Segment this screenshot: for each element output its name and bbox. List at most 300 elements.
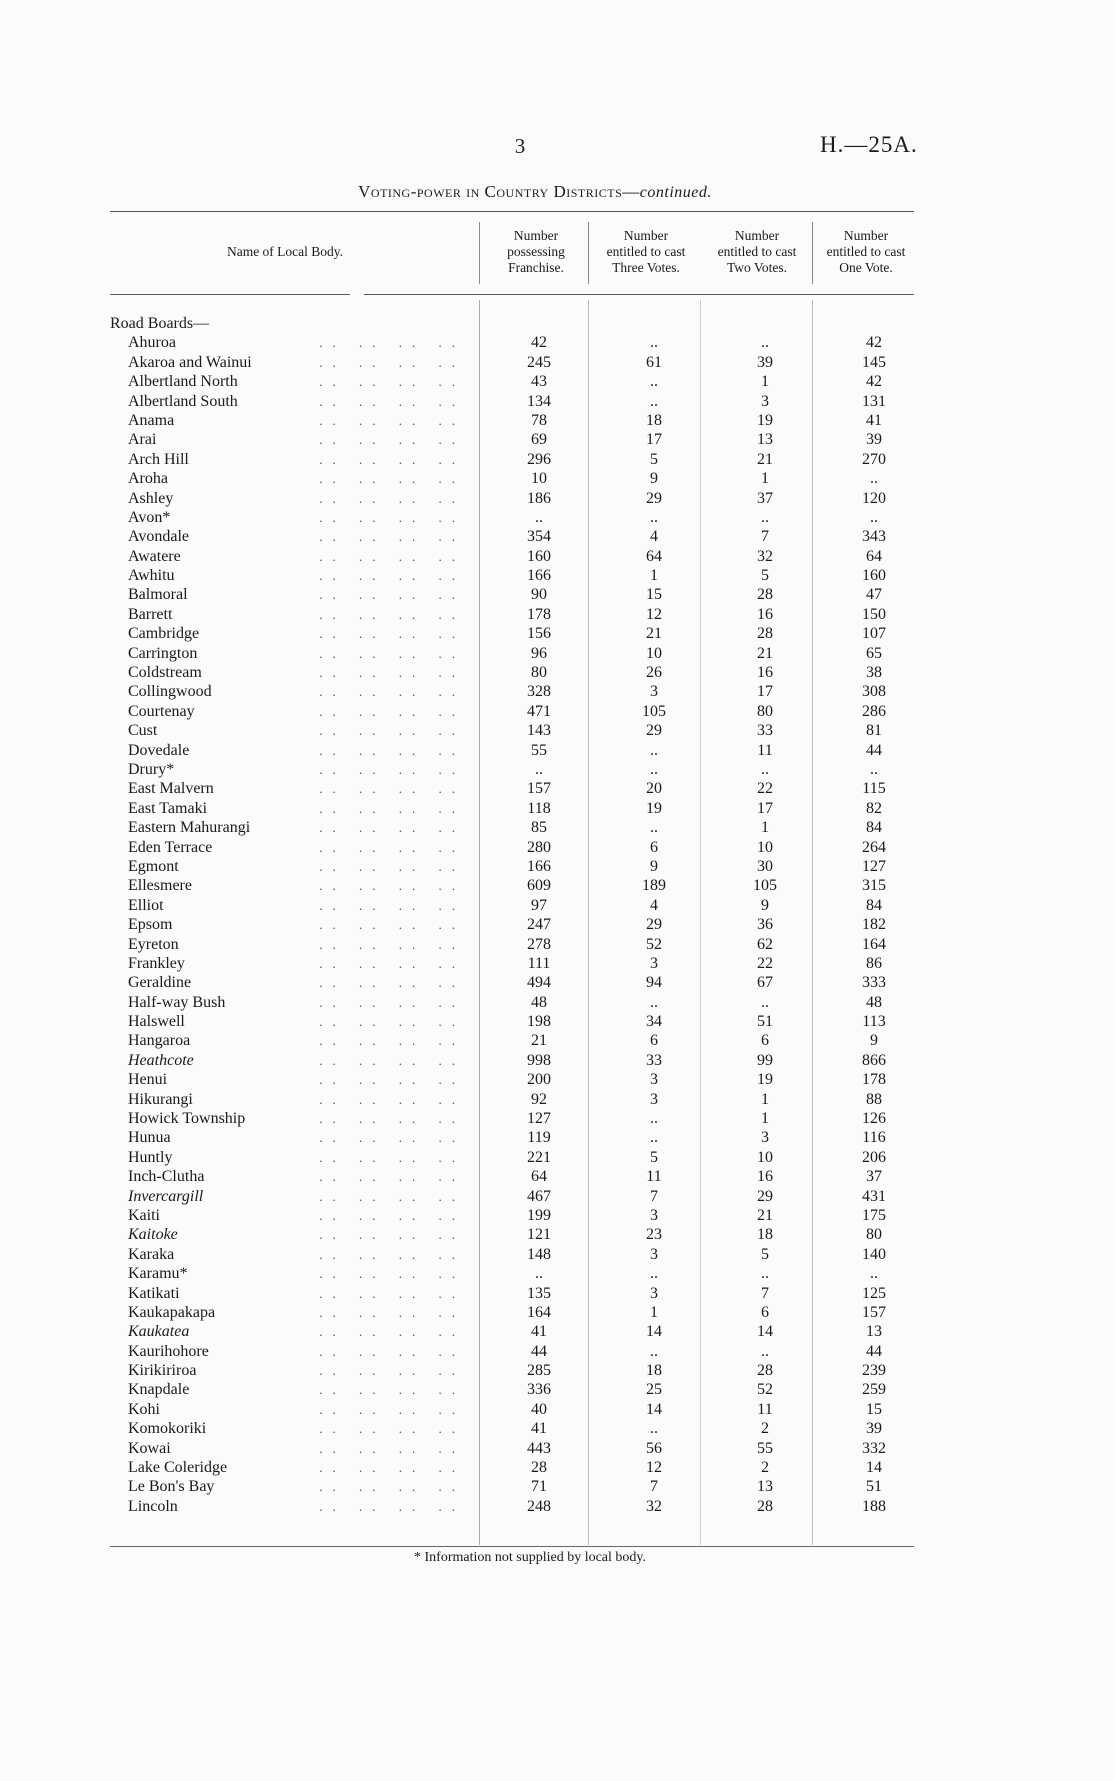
two-votes-value: 37 [757, 489, 773, 507]
local-body-name: Epsom [128, 916, 173, 934]
dot-leader: .. .. .. .. [319, 1033, 465, 1049]
franchise-value: 221 [527, 1148, 551, 1166]
two-votes-value: 16 [757, 664, 773, 682]
two-votes-value: 21 [757, 644, 773, 662]
dot-leader: .. .. .. .. [319, 1343, 465, 1359]
three-votes-value: 1 [650, 567, 658, 585]
dot-leader: .. .. .. .. [319, 1266, 465, 1282]
one-vote-value: 126 [862, 1110, 886, 1128]
table-row [0, 818, 1114, 837]
local-body-name: Frankley [128, 954, 185, 972]
table-row [0, 702, 1114, 721]
franchise-value: 354 [527, 528, 551, 546]
three-votes-value: 26 [646, 664, 662, 682]
two-votes-value: 2 [761, 1459, 769, 1477]
two-votes-value: 105 [753, 877, 777, 895]
one-vote-value: 175 [862, 1206, 886, 1224]
three-votes-value: 21 [646, 625, 662, 643]
heading-continued: continued. [639, 184, 712, 201]
three-votes-value: 32 [646, 1497, 662, 1515]
header-top-rule [110, 211, 914, 212]
header-bottom-rule-right [364, 294, 914, 295]
one-vote-value: 116 [862, 1129, 886, 1147]
one-vote-value: .. [870, 760, 878, 778]
local-body-name: Lake Coleridge [128, 1459, 228, 1477]
table-row [0, 1342, 1114, 1361]
dot-leader: .. .. .. .. [319, 1382, 465, 1398]
local-body-name: East Tamaki [128, 799, 208, 817]
two-votes-value: 10 [757, 1148, 773, 1166]
franchise-value: 443 [527, 1439, 551, 1457]
table-row [0, 1439, 1114, 1458]
franchise-value: 247 [527, 916, 551, 934]
three-votes-value: 34 [646, 1013, 662, 1031]
franchise-value: 178 [527, 605, 551, 623]
table-row [0, 1264, 1114, 1283]
table-row [0, 1128, 1114, 1147]
three-votes-value: 11 [646, 1168, 662, 1186]
local-body-name: Kaitoke [128, 1226, 178, 1244]
table-row [0, 1303, 1114, 1322]
three-votes-value: 61 [646, 353, 662, 371]
two-votes-value: 9 [761, 896, 769, 914]
dot-leader: .. .. .. .. [319, 1052, 465, 1068]
two-votes-value: 36 [757, 916, 773, 934]
one-vote-value: 47 [866, 586, 882, 604]
local-body-name: Kaukatea [128, 1323, 190, 1341]
local-body-name: Invercargill [128, 1187, 204, 1205]
one-vote-value: 82 [866, 799, 882, 817]
local-body-name: Knapdale [128, 1381, 190, 1399]
three-votes-value: 3 [650, 1206, 658, 1224]
two-votes-value: 19 [757, 1071, 773, 1089]
franchise-value: 121 [527, 1226, 551, 1244]
local-body-name: Hikurangi [128, 1090, 193, 1108]
dot-leader: .. .. .. .. [319, 1149, 465, 1165]
two-votes-value: 1 [761, 1090, 769, 1108]
table-row [0, 857, 1114, 876]
one-vote-value: .. [870, 508, 878, 526]
franchise-value: 200 [527, 1071, 551, 1089]
dot-leader: .. .. .. .. [319, 645, 465, 661]
three-votes-value: 12 [646, 1459, 662, 1477]
dot-leader: .. .. .. .. [319, 897, 465, 913]
dot-leader: .. .. .. .. [319, 1246, 465, 1262]
franchise-value: 143 [527, 722, 551, 740]
header-divider-1 [479, 222, 480, 284]
franchise-value: 78 [531, 411, 547, 429]
local-body-name: Awatere [128, 547, 181, 565]
one-vote-value: 178 [862, 1071, 886, 1089]
local-body-name: Ashley [128, 489, 174, 507]
three-votes-value: 189 [642, 877, 666, 895]
dot-leader: .. .. .. .. [319, 1304, 465, 1320]
two-votes-value: 17 [757, 683, 773, 701]
local-body-name: Katikati [128, 1284, 180, 1302]
one-vote-value: 150 [862, 605, 886, 623]
franchise-value: 48 [531, 993, 547, 1011]
document-code: H.—25A. [820, 132, 918, 157]
column-header-three-votes: Number entitled to cast Three Votes. [606, 228, 686, 275]
local-body-name: Hunua [128, 1129, 171, 1147]
three-votes-value: 3 [650, 1284, 658, 1302]
local-body-name: Barrett [128, 605, 173, 623]
local-body-name: Eden Terrace [128, 838, 213, 856]
two-votes-value: 13 [757, 431, 773, 449]
one-vote-value: 42 [866, 334, 882, 352]
one-vote-value: 308 [862, 683, 886, 701]
three-votes-value: .. [650, 741, 658, 759]
franchise-value: 85 [531, 819, 547, 837]
franchise-value: 248 [527, 1497, 551, 1515]
franchise-value: 471 [527, 702, 551, 720]
three-votes-value: 17 [646, 431, 662, 449]
franchise-value: 64 [531, 1168, 547, 1186]
three-votes-value: 6 [650, 838, 658, 856]
franchise-value: 69 [531, 431, 547, 449]
local-body-name: Coldstream [128, 664, 202, 682]
local-body-name: Le Bon's Bay [128, 1478, 215, 1496]
local-body-name: Courtenay [128, 702, 195, 720]
two-votes-value: 1 [761, 470, 769, 488]
franchise-value: 186 [527, 489, 551, 507]
one-vote-value: 64 [866, 547, 882, 565]
one-vote-value: 15 [866, 1400, 882, 1418]
table-row [0, 566, 1114, 585]
table-row [0, 682, 1114, 701]
table-row [0, 1497, 1114, 1516]
local-body-name: Akaroa and Wainui [128, 353, 252, 371]
local-body-name: Cust [128, 722, 158, 740]
dot-leader: .. .. .. .. [319, 684, 465, 700]
two-votes-value: 28 [757, 1497, 773, 1515]
one-vote-value: 160 [862, 567, 886, 585]
one-vote-value: 86 [866, 954, 882, 972]
three-votes-value: 25 [646, 1381, 662, 1399]
three-votes-value: .. [650, 334, 658, 352]
column-header-one-vote: Number entitled to cast One Vote. [826, 228, 906, 275]
local-body-name: Halswell [128, 1013, 185, 1031]
two-votes-value: 16 [757, 605, 773, 623]
local-body-name: Collingwood [128, 683, 212, 701]
franchise-value: 40 [531, 1400, 547, 1418]
franchise-value: 127 [527, 1110, 551, 1128]
local-body-name: Carrington [128, 644, 198, 662]
table-row [0, 450, 1114, 469]
dot-leader: .. .. .. .. [319, 917, 465, 933]
dot-leader: .. .. .. .. [319, 1498, 465, 1514]
franchise-value: 280 [527, 838, 551, 856]
three-votes-value: 12 [646, 605, 662, 623]
table-row [0, 1419, 1114, 1438]
two-votes-value: 11 [757, 1400, 773, 1418]
local-body-name: Hangaroa [128, 1032, 191, 1050]
three-votes-value: 5 [650, 450, 658, 468]
local-body-name: Elliot [128, 896, 164, 914]
one-vote-value: 157 [862, 1303, 886, 1321]
two-votes-value: 1 [761, 819, 769, 837]
three-votes-value: 23 [646, 1226, 662, 1244]
local-body-name: Arch Hill [128, 450, 189, 468]
table-row [0, 993, 1114, 1012]
three-votes-value: 6 [650, 1032, 658, 1050]
two-votes-value: 3 [761, 1129, 769, 1147]
three-votes-value: 5 [650, 1148, 658, 1166]
dot-leader: .. .. .. .. [319, 1188, 465, 1204]
local-body-name: Albertland South [128, 392, 238, 410]
two-votes-value: 32 [757, 547, 773, 565]
three-votes-value: .. [650, 1342, 658, 1360]
column-header-franchise: Number possessing Franchise. [507, 228, 565, 275]
two-votes-value: 7 [761, 1284, 769, 1302]
three-votes-value: 29 [646, 916, 662, 934]
three-votes-value: 7 [650, 1187, 658, 1205]
franchise-value: 467 [527, 1187, 551, 1205]
dot-leader: .. .. .. .. [319, 568, 465, 584]
two-votes-value: 17 [757, 799, 773, 817]
header-divider-2 [588, 222, 589, 284]
table-row [0, 1458, 1114, 1477]
three-votes-value: 14 [646, 1323, 662, 1341]
one-vote-value: 206 [862, 1148, 886, 1166]
table-body [0, 314, 1114, 1516]
two-votes-value: 1 [761, 1110, 769, 1128]
dot-leader: .. .. .. .. [319, 1440, 465, 1456]
table-row [0, 760, 1114, 779]
local-body-name: Komokoriki [128, 1420, 207, 1438]
dot-leader: .. .. .. .. [319, 1227, 465, 1243]
franchise-value: 998 [527, 1051, 551, 1069]
franchise-value: 44 [531, 1342, 547, 1360]
franchise-value: 90 [531, 586, 547, 604]
dot-leader: .. .. .. .. [319, 975, 465, 991]
two-votes-value: 14 [757, 1323, 773, 1341]
local-body-name: Drury* [128, 760, 175, 778]
table-row [0, 1051, 1114, 1070]
table-row [0, 469, 1114, 488]
table-row [0, 1090, 1114, 1109]
dot-leader: .. .. .. .. [319, 587, 465, 603]
one-vote-value: 131 [862, 392, 886, 410]
category-row [0, 314, 1114, 333]
three-votes-value: .. [650, 508, 658, 526]
franchise-value: 28 [531, 1459, 547, 1477]
local-body-name: Arai [128, 431, 157, 449]
local-body-name: Eyreton [128, 935, 179, 953]
two-votes-value: 62 [757, 935, 773, 953]
one-vote-value: 270 [862, 450, 886, 468]
dot-leader: .. .. .. .. [319, 1111, 465, 1127]
local-body-name: Ahuroa [128, 334, 176, 352]
three-votes-value: 9 [650, 857, 658, 875]
three-votes-value: .. [650, 1129, 658, 1147]
dot-leader: .. .. .. .. [319, 374, 465, 390]
one-vote-value: 115 [862, 780, 886, 798]
local-body-name: Kaurihohore [128, 1342, 209, 1360]
table-row [0, 527, 1114, 546]
two-votes-value: 19 [757, 411, 773, 429]
table-row [0, 1322, 1114, 1341]
dot-leader: .. .. .. .. [319, 1324, 465, 1340]
table-row [0, 915, 1114, 934]
local-body-name: Karaka [128, 1245, 175, 1263]
page-number: 3 [514, 134, 526, 158]
three-votes-value: 3 [650, 1245, 658, 1263]
one-vote-value: 140 [862, 1245, 886, 1263]
three-votes-value: 29 [646, 722, 662, 740]
local-body-name: Aroha [128, 470, 168, 488]
two-votes-value: 6 [761, 1303, 769, 1321]
table-row [0, 1284, 1114, 1303]
franchise-value: 41 [531, 1420, 547, 1438]
table-row [0, 1477, 1114, 1496]
table-row [0, 741, 1114, 760]
table-row [0, 1070, 1114, 1089]
local-body-name: Anama [128, 411, 175, 429]
three-votes-value: 1 [650, 1303, 658, 1321]
three-votes-value: 105 [642, 702, 666, 720]
two-votes-value: 6 [761, 1032, 769, 1050]
three-votes-value: 9 [650, 470, 658, 488]
table-row [0, 1167, 1114, 1186]
one-vote-value: 866 [862, 1051, 886, 1069]
two-votes-value: .. [761, 993, 769, 1011]
one-vote-value: 286 [862, 702, 886, 720]
franchise-value: 156 [527, 625, 551, 643]
dot-leader: .. .. .. .. [319, 1130, 465, 1146]
dot-leader: .. .. .. .. [319, 703, 465, 719]
local-body-name: Kaukapakapa [128, 1303, 216, 1321]
table-row [0, 1206, 1114, 1225]
table-row [0, 1012, 1114, 1031]
franchise-value: 111 [527, 954, 551, 972]
category-label: Road Boards— [110, 315, 210, 332]
local-body-name: Avondale [128, 528, 190, 546]
table-row [0, 605, 1114, 624]
table-row [0, 1031, 1114, 1050]
two-votes-value: .. [761, 1265, 769, 1283]
two-votes-value: 51 [757, 1013, 773, 1031]
two-votes-value: 28 [757, 1362, 773, 1380]
two-votes-value: 55 [757, 1439, 773, 1457]
local-body-name: Inch-Clutha [128, 1168, 205, 1186]
one-vote-value: 44 [866, 741, 882, 759]
three-votes-value: 7 [650, 1478, 658, 1496]
dot-leader: .. .. .. .. [319, 393, 465, 409]
two-votes-value: 52 [757, 1381, 773, 1399]
franchise-value: 10 [531, 470, 547, 488]
dot-leader: .. .. .. .. [319, 820, 465, 836]
table-row [0, 624, 1114, 643]
local-body-name: Dovedale [128, 741, 190, 759]
local-body-name: Eastern Mahurangi [128, 819, 251, 837]
two-votes-value: 16 [757, 1168, 773, 1186]
three-votes-value: .. [650, 760, 658, 778]
one-vote-value: 81 [866, 722, 882, 740]
two-votes-value: 11 [757, 741, 773, 759]
local-body-name: Karamu* [128, 1265, 188, 1283]
dot-leader: .. .. .. .. [319, 1460, 465, 1476]
franchise-value: 285 [527, 1362, 551, 1380]
table-row [0, 1225, 1114, 1244]
two-votes-value: 5 [761, 567, 769, 585]
one-vote-value: 315 [862, 877, 886, 895]
dot-leader: .. .. .. .. [319, 412, 465, 428]
three-votes-value: .. [650, 993, 658, 1011]
dot-leader: .. .. .. .. [319, 858, 465, 874]
franchise-value: 97 [531, 896, 547, 914]
three-votes-value: 18 [646, 411, 662, 429]
footnote: * Information not supplied by local body. [414, 1550, 646, 1565]
one-vote-value: 182 [862, 916, 886, 934]
franchise-value: 43 [531, 373, 547, 391]
one-vote-value: 259 [862, 1381, 886, 1399]
three-votes-value: 56 [646, 1439, 662, 1457]
local-body-name: Cambridge [128, 625, 200, 643]
table-row [0, 508, 1114, 527]
dot-leader: .. .. .. .. [319, 1285, 465, 1301]
three-votes-value: 10 [646, 644, 662, 662]
dot-leader: .. .. .. .. [319, 451, 465, 467]
dot-leader: .. .. .. .. [319, 761, 465, 777]
table-row [0, 838, 1114, 857]
franchise-value: 96 [531, 644, 547, 662]
franchise-value: 80 [531, 664, 547, 682]
header-bottom-rule-left [110, 294, 350, 295]
one-vote-value: 48 [866, 993, 882, 1011]
dot-leader: .. .. .. .. [319, 354, 465, 370]
one-vote-value: 333 [862, 974, 886, 992]
table-bottom-rule [110, 1546, 914, 1547]
franchise-value: 148 [527, 1245, 551, 1263]
three-votes-value: 15 [646, 586, 662, 604]
one-vote-value: 343 [862, 528, 886, 546]
local-body-name: Kohi [128, 1400, 160, 1418]
three-votes-value: .. [650, 1420, 658, 1438]
two-votes-value: 22 [757, 954, 773, 972]
dot-leader: .. .. .. .. [319, 1401, 465, 1417]
three-votes-value: 29 [646, 489, 662, 507]
local-body-name: Kowai [128, 1439, 171, 1457]
franchise-value: 166 [527, 567, 551, 585]
local-body-name: Huntly [128, 1148, 173, 1166]
table-row [0, 333, 1114, 352]
one-vote-value: 120 [862, 489, 886, 507]
one-vote-value: 38 [866, 664, 882, 682]
dot-leader: .. .. .. .. [319, 471, 465, 487]
local-body-name: Kirikiriroa [128, 1362, 197, 1380]
franchise-value: 278 [527, 935, 551, 953]
table-row [0, 973, 1114, 992]
three-votes-value: 94 [646, 974, 662, 992]
two-votes-value: 29 [757, 1187, 773, 1205]
local-body-name: Awhitu [128, 567, 175, 585]
dot-leader: .. .. .. .. [319, 839, 465, 855]
table-row [0, 779, 1114, 798]
two-votes-value: 33 [757, 722, 773, 740]
dot-leader: .. .. .. .. [319, 548, 465, 564]
franchise-value: 164 [527, 1303, 551, 1321]
three-votes-value: .. [650, 819, 658, 837]
two-votes-value: 67 [757, 974, 773, 992]
dot-leader: .. .. .. .. [319, 509, 465, 525]
two-votes-value: 21 [757, 450, 773, 468]
dot-leader: .. .. .. .. [319, 878, 465, 894]
franchise-value: .. [535, 508, 543, 526]
table-row [0, 489, 1114, 508]
three-votes-value: 19 [646, 799, 662, 817]
table-row [0, 1148, 1114, 1167]
